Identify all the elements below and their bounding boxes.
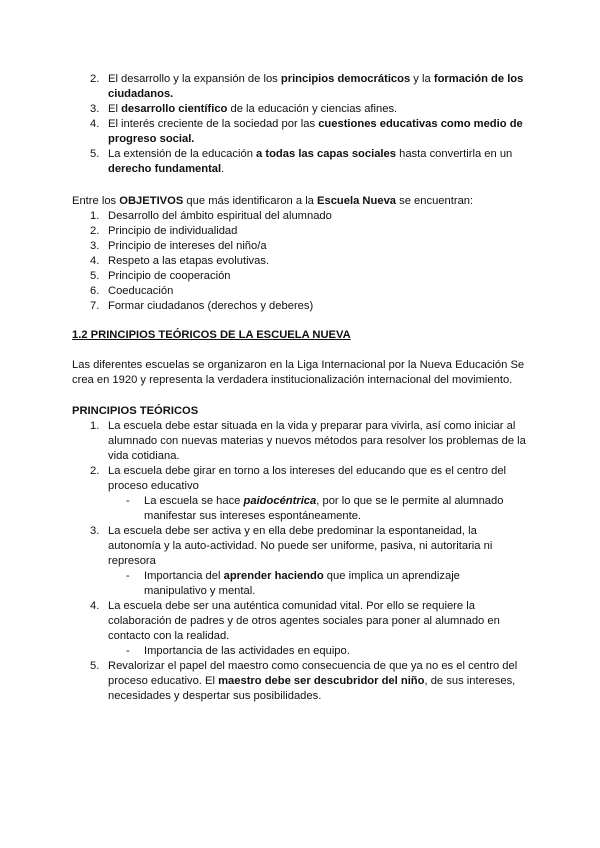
- bold-text-run: paidocéntrica: [243, 495, 317, 507]
- list-text: Principio de intereses del niño/a: [108, 240, 267, 252]
- sub-item: [0, 569, 600, 599]
- list-number: 2.: [90, 73, 100, 85]
- list-item: [0, 209, 600, 224]
- list-number: 1.: [90, 420, 100, 432]
- list-text: Principio de cooperación: [108, 270, 231, 282]
- list-item: [0, 599, 600, 644]
- list-item: [0, 419, 600, 464]
- list-number: 3.: [90, 103, 100, 115]
- list-item: [0, 147, 600, 177]
- list-number: 2.: [90, 225, 100, 237]
- bold-text-run: formación de los ciudadanos.: [108, 73, 524, 100]
- list-text: Desarrollo del ámbito espiritual del alumnado: [108, 210, 332, 222]
- top-numbered-list: [0, 72, 600, 177]
- text-run: La extensión de la educación: [108, 148, 257, 160]
- text-run: se encuentran:: [396, 195, 474, 207]
- list-item: [0, 117, 600, 147]
- bold-text-run: principios democráticos: [280, 73, 411, 85]
- list-item: [0, 524, 600, 569]
- list-text: Principio de individualidad: [108, 225, 238, 237]
- text-run: Importancia de las actividades en equipo.: [144, 645, 350, 657]
- section-title: 1.2 PRINCIPIOS TEÓRICOS DE LA ESCUELA NUEVA: [72, 329, 351, 341]
- list-number: 5.: [90, 660, 100, 672]
- text-run: La escuela se hace: [144, 495, 244, 507]
- bold-text-run: Escuela Nueva: [317, 195, 397, 207]
- list-text: Formar ciudadanos (derechos y deberes): [108, 300, 314, 312]
- text-run: y la: [410, 73, 434, 85]
- list-item: [0, 224, 600, 239]
- text-run: , por lo que se le permite al alumnado manifestar sus intereses espontáneamente.: [144, 495, 504, 522]
- text-run: de la educación y ciencias afines.: [227, 103, 398, 115]
- text-run: hasta convertirla en un: [395, 148, 513, 160]
- list-item: [0, 102, 600, 117]
- list-item: [0, 284, 600, 299]
- text-run: Entre los: [72, 195, 120, 207]
- section-paragraph: Las diferentes escuelas se organizaron en la Liga Internacional por la Nueva Educación Se crea en 1920 y representa la verdadera institucionalización internacional del movimiento.: [72, 359, 525, 386]
- list-item: [0, 269, 600, 284]
- list-text: Respeto a las etapas evolutivas.: [108, 255, 270, 267]
- list-number: 6.: [90, 285, 100, 297]
- objetivos-list: [0, 209, 600, 314]
- bold-text-run: maestro debe ser descubridor del niño: [218, 675, 425, 687]
- dash-bullet: -: [126, 495, 130, 507]
- list-number: 5.: [90, 148, 100, 160]
- list-item: [0, 254, 600, 269]
- list-number: 3.: [90, 240, 100, 252]
- list-item: [0, 299, 600, 314]
- text-run: Revalorizar el papel del maestro como consecuencia de que ya no es el centro del proceso educativo. El: [108, 660, 518, 687]
- list-number: 2.: [90, 465, 100, 477]
- text-run: que implica un aprendizaje manipulativo y mental.: [144, 570, 460, 597]
- list-number: 1.: [90, 210, 100, 222]
- dash-bullet: -: [126, 645, 130, 657]
- text-run: La escuela debe ser una auténtica comunidad vital. Por ello se requiere la colaboración de padres y de otros agentes sociales para poner al alumnado en contacto con la realidad.: [108, 600, 500, 642]
- text-run: Importancia del: [144, 570, 224, 582]
- list-number: 4.: [90, 255, 100, 267]
- text-run: .: [221, 163, 225, 175]
- list-number: 5.: [90, 270, 100, 282]
- objetivos-intro: [0, 194, 600, 209]
- text-run: El interés creciente de la sociedad por las: [108, 118, 319, 130]
- text-run: La escuela debe girar en torno a los intereses del educando que es el centro del proceso educativo: [108, 465, 507, 492]
- list-number: 3.: [90, 525, 100, 537]
- text-run: El desarrollo y la expansión de los: [108, 73, 281, 85]
- list-item: [0, 72, 600, 102]
- list-item: [0, 464, 600, 494]
- list-item: [0, 239, 600, 254]
- text-run: La escuela debe ser activa y en ella debe predominar la espontaneidad, la autonomía y la auto-actividad. No puede ser uniforme, pasiva, ni autoritaria ni represora: [108, 525, 493, 567]
- list-number: 4.: [90, 600, 100, 612]
- bold-text-run: a todas las capas sociales: [256, 148, 396, 160]
- principios-heading: PRINCIPIOS TEÓRICOS: [72, 405, 199, 417]
- text-run: que más identificaron a la: [183, 195, 318, 207]
- bold-text-run: cuestiones educativas como medio de progreso social.: [108, 118, 523, 145]
- bold-text-run: aprender haciendo: [223, 570, 324, 582]
- list-item: [0, 659, 600, 704]
- bold-text-run: desarrollo científico: [121, 103, 228, 115]
- principios-list: [0, 419, 600, 704]
- list-text: Coeducación: [108, 285, 174, 297]
- text-run: La escuela debe estar situada en la vida y preparar para vivirla, así como iniciar al alumnado con nuevas materias y nuevos métodos para resolver los problemas de la vida cotidiana.: [108, 420, 526, 462]
- bold-text-run: OBJETIVOS: [119, 195, 184, 207]
- list-number: 7.: [90, 300, 100, 312]
- sub-item: [0, 494, 600, 524]
- dash-bullet: -: [126, 570, 130, 582]
- text-run: , de sus intereses, necesidades y despertar sus posibilidades.: [108, 675, 516, 702]
- sub-item: [0, 644, 600, 659]
- list-number: 4.: [90, 118, 100, 130]
- text-run: El: [108, 103, 122, 115]
- bold-text-run: derecho fundamental: [108, 163, 222, 175]
